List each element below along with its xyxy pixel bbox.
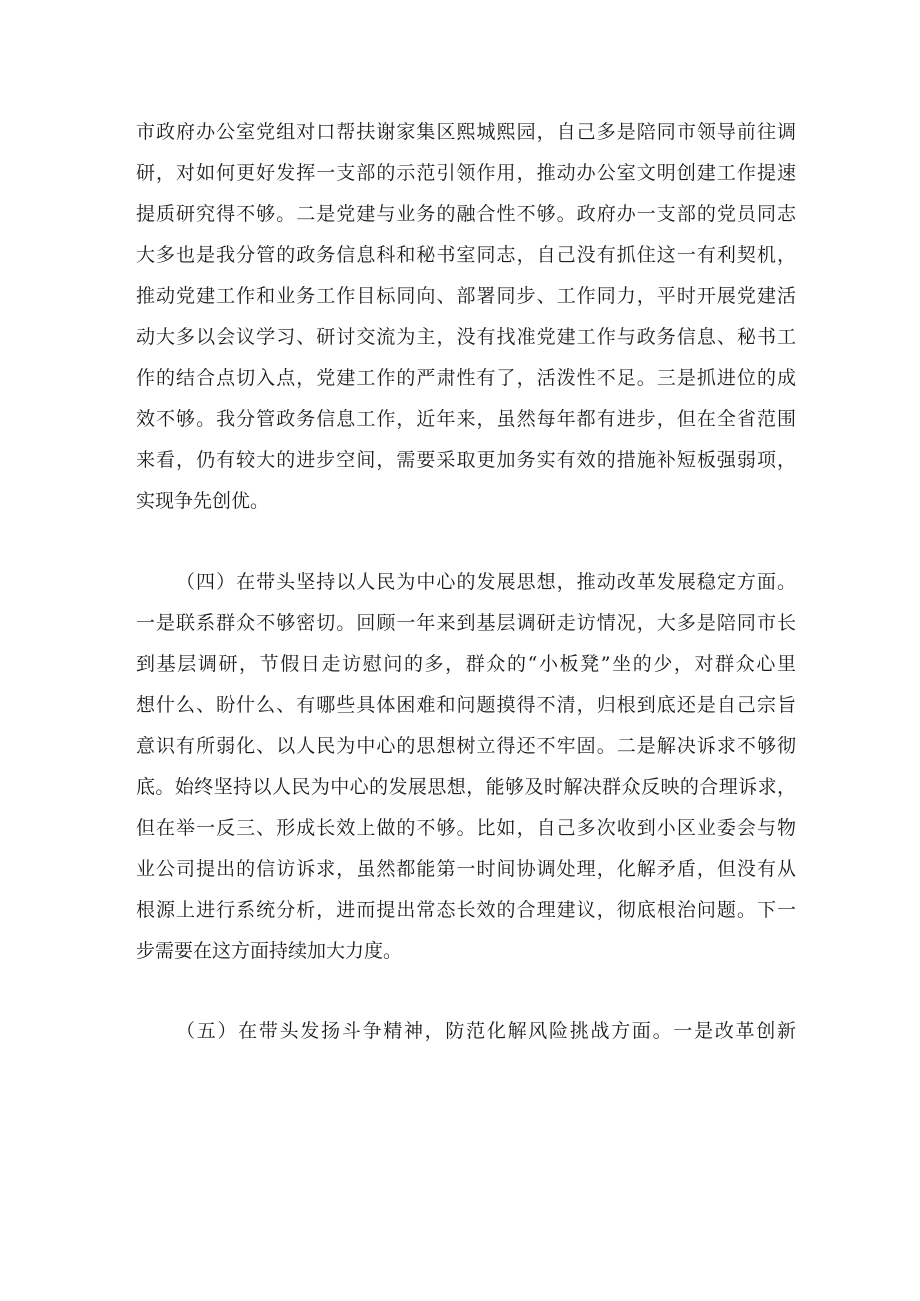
text-line: （五）在带头发扬斗争精神，防范化解风险挑战方面。一是改革创新 [176,1020,796,1042]
text-line: 意识有所弱化、以人民为中心的思想树立得还不牢固。二是解决诉求不够彻 [136,735,796,757]
text-line: 一是联系群众不够密切。回顾一年来到基层调研走访情况，大多是陪同市长 [136,612,796,634]
text-line: 市政府办公室党组对口帮扶谢家集区熙城熙园，自己多是陪同市领导前往调 [136,121,796,143]
text-line: 底。始终坚持以人民为中心的发展思想，能够及时解决群众反映的合理诉求， [136,776,796,798]
text-line: 来看，仍有较大的进步空间，需要采取更加务实有效的措施补短板强弱项， [136,449,796,471]
text-line: 但在举一反三、形成长效上做的不够。比如，自己多次收到小区业委会与物 [136,817,796,839]
text-line: 大多也是我分管的政务信息科和秘书室同志，自己没有抓住这一有利契机， [136,244,796,266]
text-line: 动大多以会议学习、研讨交流为主，没有找准党建工作与政务信息、秘书工 [136,326,796,348]
text-line: 效不够。我分管政务信息工作，近年来，虽然每年都有进步，但在全省范围 [136,408,796,430]
text-line: 到基层调研，节假日走访慰问的多，群众的“小板凳”坐的少，对群众心里 [136,653,796,675]
text-line: 实现争先创优。 [136,490,270,512]
text-line: 研，对如何更好发挥一支部的示范引领作用，推动办公室文明创建工作提速 [136,162,796,184]
text-line: 根源上进行系统分析，进而提出常态长效的合理建议，彻底根治问题。下一 [136,899,796,921]
text-line: 业公司提出的信访诉求，虽然都能第一时间协调处理，化解矛盾，但没有从 [136,858,796,880]
text-line: 想什么、盼什么、有哪些具体困难和问题摸得不清，归根到底还是自己宗旨 [136,694,796,716]
text-line: 作的结合点切入点，党建工作的严肃性有了，活泼性不足。三是抓进位的成 [136,367,796,389]
text-line: 步需要在这方面持续加大力度。 [136,940,403,962]
text-line: 推动党建工作和业务工作目标同向、部署同步、工作同力，平时开展党建活 [136,285,796,307]
text-line: （四）在带头坚持以人民为中心的发展思想，推动改革发展稳定方面。 [176,571,796,593]
text-line: 提质研究得不够。二是党建与业务的融合性不够。政府办一支部的党员同志 [136,203,796,225]
